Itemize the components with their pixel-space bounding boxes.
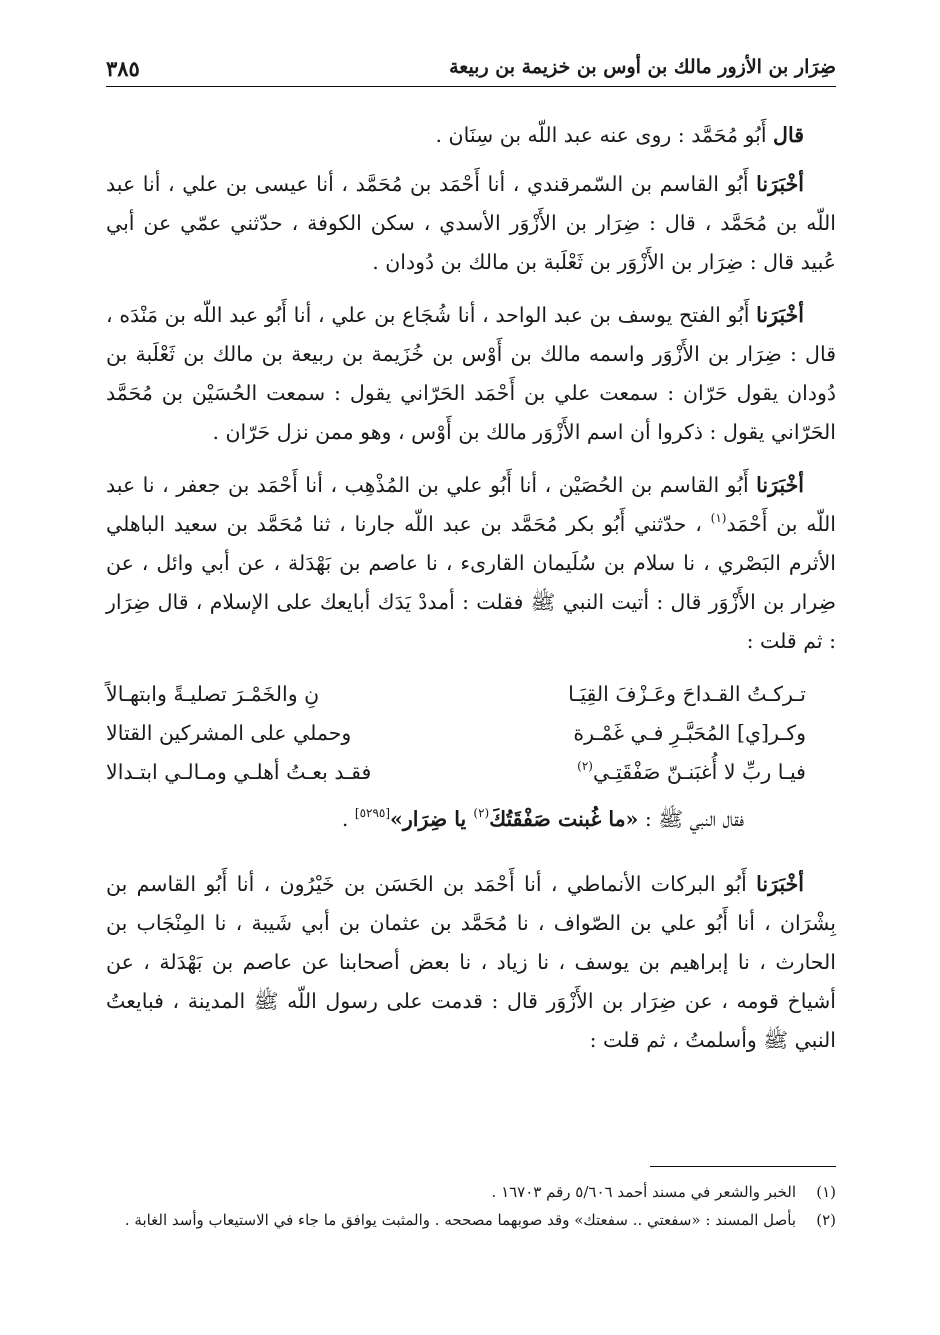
closing-quote-end: يا ضِرَار» bbox=[390, 807, 474, 831]
paragraph-lead: قال bbox=[773, 123, 804, 147]
paragraph-text: أَبُو مُحَمَّد : روى عنه عبد اللّه بن سِنَان . bbox=[435, 123, 774, 147]
paragraph-4 bbox=[106, 466, 836, 661]
footnote bbox=[106, 1206, 836, 1234]
poem-line bbox=[106, 675, 836, 714]
poem-hemistich-second: نِ والخَمْـرَ تصليـةً وابتهـالاً bbox=[106, 682, 320, 706]
poem bbox=[106, 675, 836, 792]
paragraph-text: أَبُو الفتح يوسف بن عبد الواحد ، أنا شُجَاع بن علي ، أنا أَبُو عبد اللّه بن مَنْدَه ، قال : ضِرَار بن الأَزْوَر واسمه مالك بن أَوْس بن خُزَيمة بن ربيعة بن مالك بن ثَعْلَبة بن دُودان يقول حَرّان : سمعت علي بن أَحْمَد الحَرّاني يقول : سمعت الحُسَيْن بن مُحَمَّد الحَرّاني يقول : ذكروا أن اسم الأَزْوَر مالك بن أَوْس ، وهو ممن نزل حَرّان . bbox=[106, 303, 836, 444]
closing-prefix: فقال النبي ﷺ : bbox=[638, 807, 744, 831]
footnote-number: (٢) bbox=[816, 1211, 836, 1229]
page-header bbox=[106, 52, 836, 86]
poem-line bbox=[106, 714, 836, 753]
footnote-ref[interactable]: (١) bbox=[710, 511, 727, 525]
hadith-closing bbox=[106, 800, 836, 839]
paragraph-text: أَبُو القاسم بن الحُصَيْن ، أنا أَبُو علي بن المُذْهِب ، أنا أَحْمَد بن جعفر ، نا عبد اللّه بن أَحْمَد bbox=[106, 473, 836, 536]
page-number: ٣٨٥ bbox=[106, 56, 140, 81]
poem-hemistich-first bbox=[476, 753, 836, 792]
footnotes bbox=[106, 1178, 836, 1234]
header-rule bbox=[106, 86, 836, 87]
closing-end: . bbox=[341, 807, 355, 831]
paragraph-text: أَبُو البركات الأنماطي ، أنا أَحْمَد بن الحَسَن بن خَيْرُون ، أنا أَبُو القاسم بن بِشْرَان ، أنا أَبُو علي بن الصّواف ، نا مُحَمَّد بن عثمان بن أبي شَيبة ، نا المِنْجَاب بن الحارث ، نا إبراهيم بن يوسف ، نا زياد ، نا بعض أصحابنا عن عاصم بن بَهْدَلة ، عن أشياخ قومه ، عن ضِرَار بن الأَزْوَر قال : قدمت على رسول اللّه ﷺ المدينة ، فبايعتُ النبي ﷺ وأسلمتُ ، ثم قلت : bbox=[106, 872, 836, 1052]
paragraph-2 bbox=[106, 165, 836, 282]
paragraph-lead: أخْبَرَنا bbox=[756, 303, 804, 327]
footnote-text: بأصل المسند : «سفعتي .. سفعتك» وقد صوبهما مصححه . والمثبت يوافق ما جاء في الاستيعاب وأسد الغابة . bbox=[124, 1211, 796, 1229]
footnote-number: (١) bbox=[816, 1183, 836, 1201]
poem-hemistich-second: وحملي على المشركين القتالا bbox=[106, 721, 352, 745]
footnote bbox=[106, 1178, 836, 1206]
footnote-rule bbox=[650, 1166, 836, 1167]
paragraph-lead: أخْبَرَنا bbox=[756, 172, 804, 196]
paragraph-text: أَبُو القاسم بن السّمرقندي ، أنا أَحْمَد بن مُحَمَّد ، أنا عيسى بن علي ، أنا عبد اللّه بن مُحَمَّد ، قال : ضِرَار بن الأَزْوَر الأسدي ، سكن الكوفة ، حدّثني عمّي عن أبي عُبيد قال : ضِرَار بن الأَزْوَر بن ثَعْلَبة بن مالك بن دُودان . bbox=[106, 172, 836, 274]
footnote-text: الخبر والشعر في مسند أحمد ٥/٦٠٦ رقم ١٦٧٠٣ . bbox=[491, 1183, 796, 1201]
poem-hemistich-text: فيـا ربِّ لا أُغبَنـنّ صَفْقَتِـي bbox=[592, 760, 806, 784]
poem-line bbox=[106, 753, 836, 792]
body-text bbox=[106, 116, 836, 1074]
paragraph-lead: أخْبَرَنا bbox=[756, 872, 804, 896]
paragraph-text: ، حدّثني أَبُو بكر مُحَمَّد بن عبد اللّه جارنا ، ثنا مُحَمَّد بن سعيد الباهلي الأثرم البَصْري ، نا سلام بن سُلَيمان القارىء ، نا عاصم بن بَهْدَلة ، عن أبي وائل ، عن ضِرار بن الأَزْوَر قال : أتيت النبي ﷺ فقلت : أمددْ يَدَك أبايعك على الإسلام ، قال ضِرَار : ثم قلت : bbox=[106, 512, 836, 653]
poem-hemistich-second: فقـد بعـتُ أهلـي ومـالـي ابتـدالا bbox=[106, 760, 372, 784]
paragraph-5 bbox=[106, 865, 836, 1060]
paragraph-lead: أخْبَرَنا bbox=[756, 473, 804, 497]
paragraph-1 bbox=[106, 116, 836, 155]
running-head: ضِرَار بن الأزور مالك بن أوس بن خزيمة بن ربيعة bbox=[449, 56, 836, 78]
paragraph-3 bbox=[106, 296, 836, 452]
poem-hemistich-first: وكـر[ي] المُحَبَّـرِ فـي غَمْـرة bbox=[573, 721, 806, 745]
closing-quote: «ما غُبنت صَفْقَتُكَ bbox=[489, 807, 639, 831]
footnote-ref[interactable]: (٢) bbox=[473, 806, 490, 820]
poem-hemistich-first: تـركـتُ القـداحَ وعَـزْفَ القِيَـا bbox=[568, 682, 806, 706]
footnote-ref[interactable]: (٢) bbox=[577, 759, 593, 773]
hadith-number: [٥٢٩٥] bbox=[354, 806, 391, 820]
